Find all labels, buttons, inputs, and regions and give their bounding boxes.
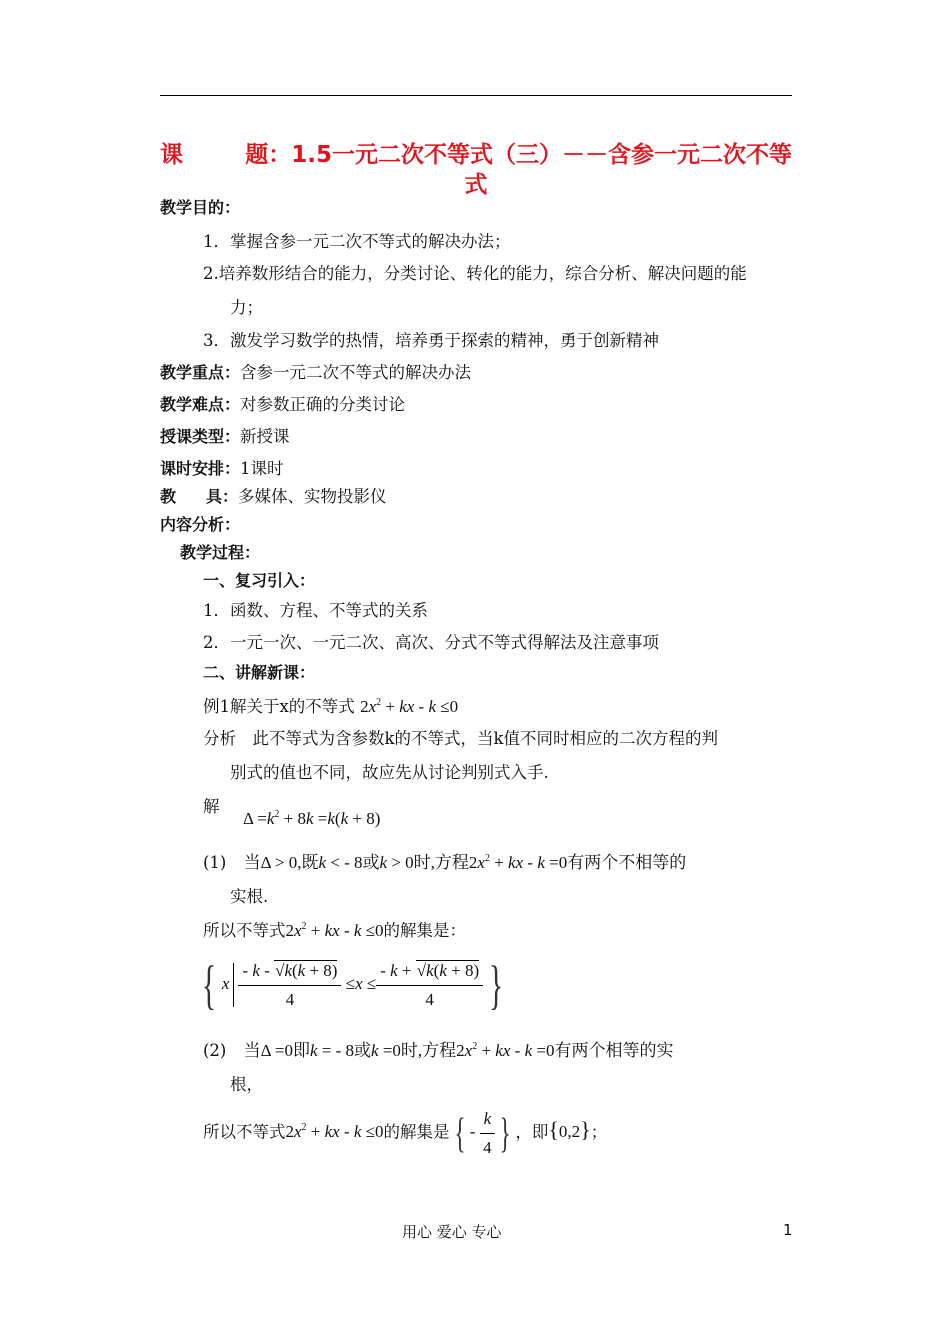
case-1-label: (1) — [203, 853, 227, 872]
title-line1: 题：1.5一元二次不等式（三）－－含参一元二次不等 — [245, 142, 792, 168]
analysis-line-2: 别式的值也不同，故应先从讨论判别式入手. — [230, 763, 549, 782]
difficulty-row — [160, 394, 405, 416]
goals-heading: 教学目的： — [160, 198, 241, 217]
difficulty-label: 教学难点： — [160, 395, 241, 414]
goal-item-1: 1．掌握含参一元二次不等式的解决办法； — [203, 232, 511, 251]
content-analysis-label: 内容分析： — [160, 515, 241, 534]
goal-item-3: 3．激发学习数学的热情，培养勇于探索的精神，勇于创新精神 — [203, 331, 659, 350]
solution-label: 解 — [203, 797, 220, 816]
case-2-label: (2) — [203, 1041, 227, 1060]
case-1-line-2: 实根. — [230, 887, 269, 906]
lesson-type-label: 授课类型： — [160, 427, 241, 446]
right-brace: } — [488, 955, 504, 1015]
case-2-set-line: 所以不等式$2x^2$ + kx - k ≤0的解集是 { - $\frac{k}{4}$ } ，即{0,2}； — [203, 1109, 608, 1157]
process-heading: 教学过程： — [180, 543, 261, 562]
example-1 — [203, 696, 458, 718]
hours-value: 1课时 — [240, 459, 284, 478]
title-head: 课 — [160, 142, 185, 168]
tools-value: 多媒体、实物投影仪 — [238, 487, 387, 506]
footer-slogan: 用心 爱心 专心 — [402, 1223, 502, 1241]
document-title — [160, 140, 792, 200]
example-prefix: 例1解关于x的不等式 — [203, 697, 355, 716]
lesson-type-row — [160, 426, 290, 448]
tools-label-b: 具： — [206, 487, 239, 506]
analysis-line-1: 分析 此不等式为含参数k的不等式，当k值不同时相应的二次方程的判 — [203, 729, 718, 748]
new-lesson-heading: 二、讲解新课： — [203, 663, 316, 682]
key-point-value: 含参一元二次不等式的解决办法 — [240, 363, 472, 382]
case-1-solution-set: { x $\frac{- k - √k(k + 8)}{4}$ ≤x ≤ $\frac{- k + √k(k + 8)}{4}$ } — [201, 955, 504, 1015]
lesson-type-value: 新授课 — [240, 427, 290, 446]
difficulty-value: 对参数正确的分类讨论 — [240, 395, 406, 414]
case-2-line-1 — [203, 1040, 673, 1062]
review-item-2: 2．一元一次、一元二次、高次、分式不等式得解法及注意事项 — [203, 633, 659, 652]
left-brace: { — [201, 955, 217, 1015]
example-inequality: $2x^2$ + kx - k ≤0 — [360, 697, 459, 716]
case-1-set-intro: 所以不等式$2x^2$ + kx - k ≤0的解集是： — [203, 921, 467, 940]
case-2-line-2: 根， — [230, 1075, 263, 1094]
review-heading: 一、复习引入： — [203, 571, 316, 590]
tools-row — [160, 486, 387, 508]
case-1-line-1 — [203, 852, 686, 874]
key-point-label: 教学重点： — [160, 363, 241, 382]
header-rule — [160, 95, 792, 96]
case-2-condition: 当Δ =0即k = - 8或k =0时,方程$2x^2$ + kx - k =0有两个相等的实 — [243, 1041, 674, 1060]
case-1-condition: 当Δ > 0,既k < - 8或k > 0时,方程$2x^2$ + kx - k =0有两个不相等的 — [243, 853, 687, 872]
hours-label: 课时安排： — [160, 459, 241, 478]
title-line2: 式 — [464, 172, 488, 198]
page-number: 1 — [783, 1221, 793, 1239]
goal-item-2-line2: 力； — [230, 298, 263, 317]
delta-equation: $\Delta =k^2 + 8k =k(k + 8)$ — [243, 809, 381, 828]
tools-label-a: 教 — [160, 487, 177, 506]
key-point-row — [160, 362, 471, 384]
review-item-1: 1．函数、方程、不等式的关系 — [203, 601, 428, 620]
goal-item-2-line1: 2.培养数形结合的能力，分类讨论、转化的能力，综合分析、解决问题的能 — [203, 264, 747, 283]
hours-row — [160, 458, 284, 480]
